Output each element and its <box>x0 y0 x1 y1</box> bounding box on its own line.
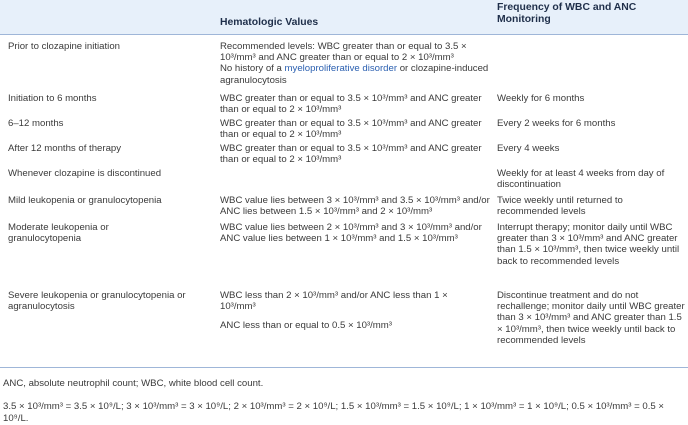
row-frequency: Discontinue treatment and do not rechallenge; monitor daily until WBC greater than 3 × 10³/mm³ and ANC greater than 1.5 × 10³/mm³, then twice weekly until back to recommended levels <box>497 290 685 346</box>
row-values: WBC greater than or equal to 3.5 × 10³/mm³ and ANC greater than or equal to 2 × 10³/mm³ <box>220 118 482 141</box>
values-text-2: ANC less than or equal to 0.5 × 10³/mm³ <box>220 320 392 332</box>
myeloproliferative-link[interactable]: myeloproliferative disorder <box>284 63 398 75</box>
row-frequency: Weekly for 6 months <box>497 93 585 104</box>
row-frequency: Twice weekly until returned to recommended levels <box>497 195 623 218</box>
row-condition: Prior to clozapine initiation <box>8 41 120 52</box>
row-values: WBC value lies between 3 × 10³/mm³ and 3.5 × 10³/mm³ and/or ANC lies between 1.5 × 10³/mm³ and 2 × 10³/mm³ <box>220 195 490 218</box>
row-condition: Initiation to 6 months <box>8 93 97 104</box>
header-monitoring-frequency: Frequency of WBC and ANC Monitoring <box>497 2 637 25</box>
row-frequency: Interrupt therapy; monitor daily until WBC greater than 3 × 10³/mm³ and ANC greater than 1.5 × 10³/mm³, then twice weekly until back to recommended levels <box>497 222 680 267</box>
row-values <box>220 290 475 332</box>
footnote-unit-conversions: 3.5 × 10³/mm³ = 3.5 × 10⁹/L; 3 × 10³/mm³ = 3 × 10⁹/L; 2 × 10³/mm³ = 2 × 10⁹/L; 1.5 × 10³/mm³ = 1.5 × 10⁹/L; 1 × 10³/mm³ = 1 × 10⁹/L; 0.5 × 10³/mm³ = 0.5 × 10⁹/L. <box>3 401 664 424</box>
row-values: WBC greater than or equal to 3.5 × 10³/mm³ and ANC greater than or equal to 2 × 10³/mm³ <box>220 143 482 166</box>
header-hematologic-values: Hematologic Values <box>220 17 319 28</box>
table-header <box>0 0 688 35</box>
row-condition: 6–12 months <box>8 118 64 129</box>
row-condition: Severe leukopenia or granulocytopenia or agranulocytosis <box>8 290 186 313</box>
values-text-2b: or clozapine-induced agranulocytosis <box>220 63 489 86</box>
row-frequency: Weekly for at least 4 weeks from day of discontinuation <box>497 168 665 191</box>
footnote-abbreviations: ANC, absolute neutrophil count; WBC, white blood cell count. <box>3 378 264 389</box>
row-condition: After 12 months of therapy <box>8 143 122 154</box>
values-text-2a: No history of a <box>220 63 285 75</box>
row-frequency: Every 4 weeks <box>497 143 560 154</box>
table-bottom-rule <box>0 367 688 368</box>
values-text-2 <box>220 63 490 85</box>
row-condition: Moderate leukopenia or granulocytopenia <box>8 222 109 245</box>
values-text: WBC less than 2 × 10³/mm³ and/or ANC less than 1 × 10³/mm³ <box>220 290 448 313</box>
row-values: WBC greater than or equal to 3.5 × 10³/mm³ and ANC greater than or equal to 2 × 10³/mm³ <box>220 93 482 116</box>
row-condition: Mild leukopenia or granulocytopenia <box>8 195 162 206</box>
row-frequency: Every 2 weeks for 6 months <box>497 118 616 129</box>
spacer <box>220 312 475 320</box>
row-values <box>220 41 490 86</box>
row-condition: Whenever clozapine is discontinued <box>8 168 162 179</box>
row-values: WBC value lies between 2 × 10³/mm³ and 3 × 10³/mm³ and/or ANC value lies between 1 × 10³/mm³ and 1.5 × 10³/mm³ <box>220 222 482 245</box>
values-text: Recommended levels: WBC greater than or equal to 3.5 × 10³/mm³ and ANC greater than or equal to 2 × 10³/mm³ <box>220 41 467 64</box>
